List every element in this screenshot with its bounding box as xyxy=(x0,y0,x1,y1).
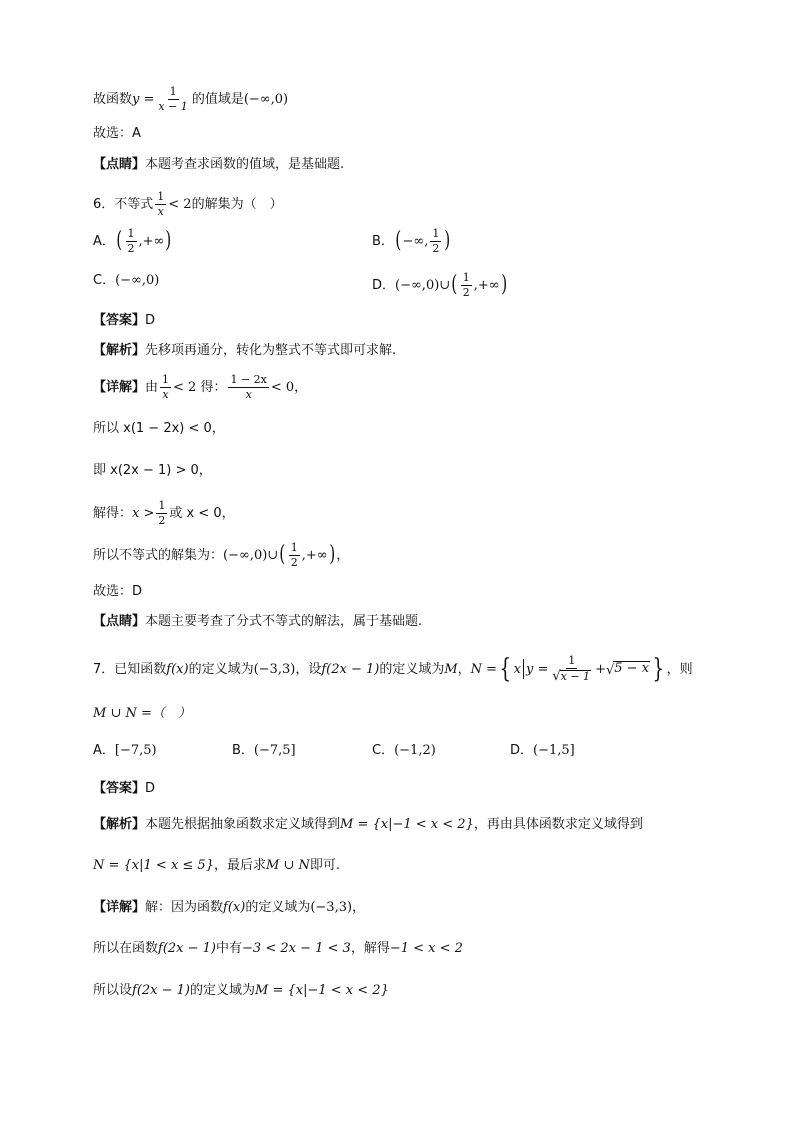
text: 即可. xyxy=(309,858,340,873)
math: M = {x|−1 < x < 2} xyxy=(255,983,389,998)
text: 本题先根据抽象函数求定义域得到 xyxy=(145,817,341,832)
math: −3 < 2x − 1 < 3 xyxy=(242,941,351,956)
fraction xyxy=(155,191,166,217)
fraction xyxy=(228,374,268,400)
fraction xyxy=(430,228,441,254)
text: ，解得 xyxy=(350,941,390,956)
sqrt xyxy=(606,661,650,676)
comment-line xyxy=(93,158,344,171)
math: N = {x|1 < x ≤ 5} xyxy=(93,858,214,873)
text: ， xyxy=(352,900,366,915)
paren: ) xyxy=(165,228,172,254)
math: f(x) xyxy=(166,661,189,677)
tag: 【点睛】 xyxy=(93,157,146,172)
denominator: 2 xyxy=(290,555,298,569)
math: [−7,5) xyxy=(114,743,157,758)
question-6-option-b xyxy=(372,228,452,254)
analysis-line-7-cont xyxy=(93,859,340,872)
option-label: A． xyxy=(93,743,115,758)
step-line-3 xyxy=(93,500,235,526)
choice-line-6 xyxy=(93,585,142,598)
text: 的定义域为 xyxy=(188,661,254,677)
math: ,+∞ xyxy=(473,277,500,293)
denominator: x xyxy=(157,204,164,218)
text: ，再由具体函数求定义域得到 xyxy=(473,817,643,832)
numerator: 1 xyxy=(290,541,298,554)
math: x xyxy=(513,661,521,677)
brace: { xyxy=(499,654,512,685)
option-label: C． xyxy=(372,743,395,758)
question-6-options-ab xyxy=(93,228,173,254)
text: 所以 x(1 − 2x) < 0， xyxy=(93,421,225,436)
paren: ) xyxy=(500,272,507,298)
tag: 【答案】 xyxy=(93,313,146,328)
option-label: B． xyxy=(372,233,394,249)
option-label: D． xyxy=(372,277,396,293)
text: 6．不等式 xyxy=(93,196,154,212)
math: M ∪ N =（ ） xyxy=(93,706,191,721)
text: 解：因为函数 xyxy=(145,900,224,915)
option-label: C． xyxy=(93,273,116,288)
radical: √ xyxy=(605,662,615,678)
math: (−3,3) xyxy=(253,661,296,677)
option-label: B． xyxy=(232,743,254,758)
analysis-line-7 xyxy=(93,818,643,831)
numerator: 1 xyxy=(568,654,576,667)
tag: 【详解】 xyxy=(93,900,146,915)
math: (−∞,0) xyxy=(243,91,289,107)
denominator: x − 1 xyxy=(158,99,188,113)
tag: 【点睛】 xyxy=(93,614,146,629)
math: f(2x − 1) xyxy=(321,661,380,677)
math: −∞, xyxy=(402,233,429,249)
comment-line-6 xyxy=(93,615,422,628)
question-6-option-c xyxy=(93,274,159,287)
paren: ( xyxy=(116,228,123,254)
fraction xyxy=(550,655,593,683)
analysis-line-6 xyxy=(93,344,396,357)
math: M ∪ N xyxy=(266,858,310,873)
denominator: 2 xyxy=(127,241,135,255)
text: ，设 xyxy=(295,661,322,677)
question-7-option-d xyxy=(510,744,575,757)
text: 的定义域为 xyxy=(190,983,256,998)
numerator: 1 xyxy=(127,227,135,240)
paren: ) xyxy=(444,228,451,254)
numerator: 1 − 2x xyxy=(230,373,267,386)
paren: ( xyxy=(279,542,286,568)
denominator: x xyxy=(162,387,169,401)
text: 故选：D xyxy=(93,584,143,599)
denominator: 2 xyxy=(462,285,470,299)
step-line-7-2 xyxy=(93,984,389,997)
radical: √ xyxy=(552,668,561,684)
question-7-stem xyxy=(93,655,693,683)
denominator: 2 xyxy=(432,241,440,255)
text: ，最后求 xyxy=(213,858,266,873)
question-7-option-c xyxy=(372,744,436,757)
math: (−1,5] xyxy=(533,743,575,758)
set-bar xyxy=(523,659,524,679)
answer-line-6 xyxy=(93,314,155,327)
text: 的定义域为 xyxy=(379,661,445,677)
paren: ( xyxy=(451,272,458,298)
step-line-2 xyxy=(93,464,212,477)
denominator: 2 xyxy=(158,513,166,527)
numerator: 1 xyxy=(432,227,440,240)
math: −1 < x < 2 xyxy=(389,941,463,956)
math: (−∞,0) xyxy=(115,273,160,288)
text: 本题主要考查了分式不等式的解法，属于基础题. xyxy=(145,614,423,629)
text: 所以不等式的解集为： xyxy=(93,547,224,563)
tag: 【解析】 xyxy=(93,817,146,832)
text: ， xyxy=(336,547,350,563)
fraction xyxy=(160,374,171,400)
tag: 【答案】 xyxy=(93,781,146,796)
text: 的解集为（ ） xyxy=(191,196,283,212)
option-label: D． xyxy=(510,743,534,758)
text: 或 x < 0， xyxy=(169,505,235,521)
math: M xyxy=(444,661,458,677)
math: ,+∞ xyxy=(138,233,165,249)
text: 先移项再通分，转化为整式不等式即可求解. xyxy=(145,343,397,358)
radicand: 5 − x xyxy=(614,661,650,677)
text: 所以在函数 xyxy=(93,941,159,956)
tag: 【解析】 xyxy=(93,343,146,358)
radicand: x − 1 xyxy=(560,670,591,684)
detail-line-6 xyxy=(93,374,307,400)
math: y = xyxy=(525,661,549,677)
math: x > xyxy=(132,505,155,521)
text: D xyxy=(145,781,156,796)
question-7-stem-cont xyxy=(93,707,191,720)
math: (−3,3) xyxy=(310,900,353,915)
text: 中有 xyxy=(216,941,243,956)
math: (−1,2) xyxy=(394,743,436,758)
text: ，则 xyxy=(666,661,693,677)
math: ,+∞ xyxy=(301,547,328,563)
numerator: 1 xyxy=(162,373,170,386)
text: 故函数 xyxy=(93,91,133,107)
math: + xyxy=(595,661,606,677)
math: < 2 xyxy=(168,196,192,212)
question-7-options xyxy=(93,744,157,757)
question-6-option-d xyxy=(372,272,508,298)
question-6-stem xyxy=(93,191,283,217)
denominator: x xyxy=(245,387,252,401)
math: (−∞,0)∪ xyxy=(223,547,279,563)
text: 故选：A xyxy=(93,126,141,141)
detail-line-7 xyxy=(93,901,365,914)
math: f(2x − 1) xyxy=(158,941,217,956)
text: D xyxy=(145,313,156,328)
sqrt xyxy=(550,669,593,684)
text: 本题考查求函数的值域，是基础题. xyxy=(145,157,345,172)
step-line-4 xyxy=(93,542,349,568)
option-label: A． xyxy=(93,233,115,249)
text: 解得： xyxy=(93,505,133,521)
fraction xyxy=(156,500,167,526)
math: f(2x − 1) xyxy=(132,983,191,998)
text: 由 xyxy=(145,379,159,395)
paren: ( xyxy=(395,228,402,254)
math: f(x) xyxy=(223,900,246,915)
answer-line-7 xyxy=(93,782,155,795)
math: (−∞,0)∪ xyxy=(395,277,451,293)
numerator: 1 xyxy=(462,271,470,284)
fraction xyxy=(289,542,300,568)
fraction xyxy=(126,228,137,254)
text: ， xyxy=(457,661,471,677)
range-conclusion-line xyxy=(93,86,288,112)
paren: ) xyxy=(328,542,335,568)
choice-line xyxy=(93,127,141,140)
text: 的值域是 xyxy=(191,91,244,107)
math: N = xyxy=(470,661,498,677)
math: M = {x|−1 < x < 2} xyxy=(340,817,474,832)
math: < 2 得： xyxy=(173,379,227,395)
math: (−7,5] xyxy=(253,743,296,758)
numerator: 1 xyxy=(157,190,165,203)
text: 即 x(2x − 1) > 0， xyxy=(93,463,212,478)
numerator: 1 xyxy=(169,85,177,98)
tag: 【详解】 xyxy=(93,379,146,395)
text: 7．已知函数 xyxy=(93,661,167,677)
math: y = xyxy=(132,91,155,107)
fraction xyxy=(461,272,472,298)
fraction xyxy=(156,86,189,112)
question-7-option-b xyxy=(232,744,296,757)
step-line-7-1 xyxy=(93,942,463,955)
numerator: 1 xyxy=(158,499,166,512)
text: 所以设 xyxy=(93,983,133,998)
math: < 0， xyxy=(270,379,308,395)
step-line-1 xyxy=(93,422,225,435)
text: 的定义域为 xyxy=(245,900,311,915)
brace: } xyxy=(652,654,665,685)
